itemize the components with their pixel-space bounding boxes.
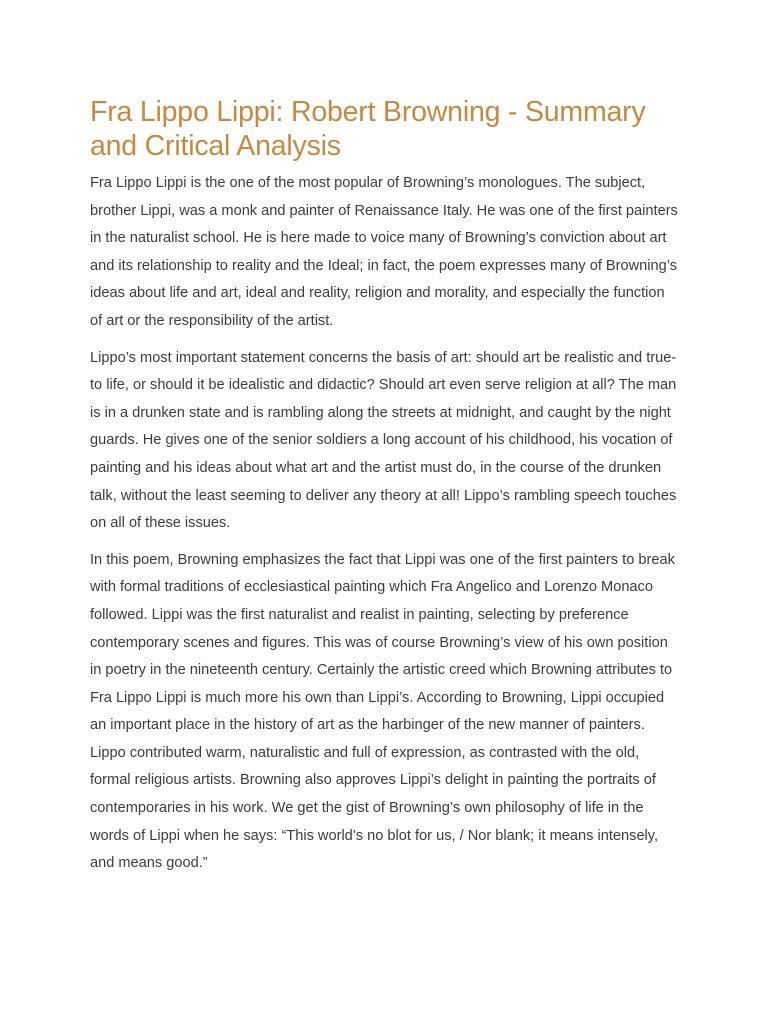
document-page [90,95,680,878]
paragraph-1: Fra Lippo Lippi is the one of the most popular of Browning’s monologues. The subject, brother Lippi, was a monk and painter of Renaissance Italy. He was one of the first painters in the naturalist school. He is here made to voice many of Browning’s conviction about art and its relationship to reality and the Ideal; in fact, the poem expresses many of Browning’s ideas about life and art, ideal and reality, religion and morality, and especially the function of art or the responsibility of the artist. [90,175,678,329]
paragraph-2: Lippo’s most important statement concerns the basis of art: should art be realistic and true- to life, or should it be idealistic and didactic? Should art even serve religion at all? The man is in a drunken state and is rambling along the streets at midnight, and caught by the night guards. He gives one of the senior soldiers a long account of his childhood, his vocation of painting and his ideas about what art and the artist must do, in the course of the drunken talk, without the least seeming to deliver any theory at all! Lippo’s rambling speech touches on all of these issues. [90,349,677,532]
paragraph-3: In this poem, Browning emphasizes the fact that Lippi was one of the first painters to break with formal traditions of ecclesiastical painting which Fra Angelico and Lorenzo Monaco followed. Lippi was the first naturalist and realist in painting, selecting by preference contemporary scenes and figures. This was of course Browning’s view of his own position in poetry in the nineteenth century. Certainly the artistic creed which Browning attributes to Fra Lippo Lippi is much more his own than Lippi’s. According to Browning, Lippi occupied an important place in the history of art as the harbinger of the new manner of painters. Lippo contributed warm, naturalistic and full of expression, as contrasted with the old, formal religious artists. Browning also approves Lippi’s delight in painting the portraits of contemporaries in his work. We get the gist of Browning’s own philosophy of life in the words of Lippi when he says: “This world’s no blot for us, / Nor blank; it means intensely, and means good.” [90,551,675,872]
page-title: Fra Lippo Lippi: Robert Browning - Summary and Critical Analysis [90,96,646,162]
